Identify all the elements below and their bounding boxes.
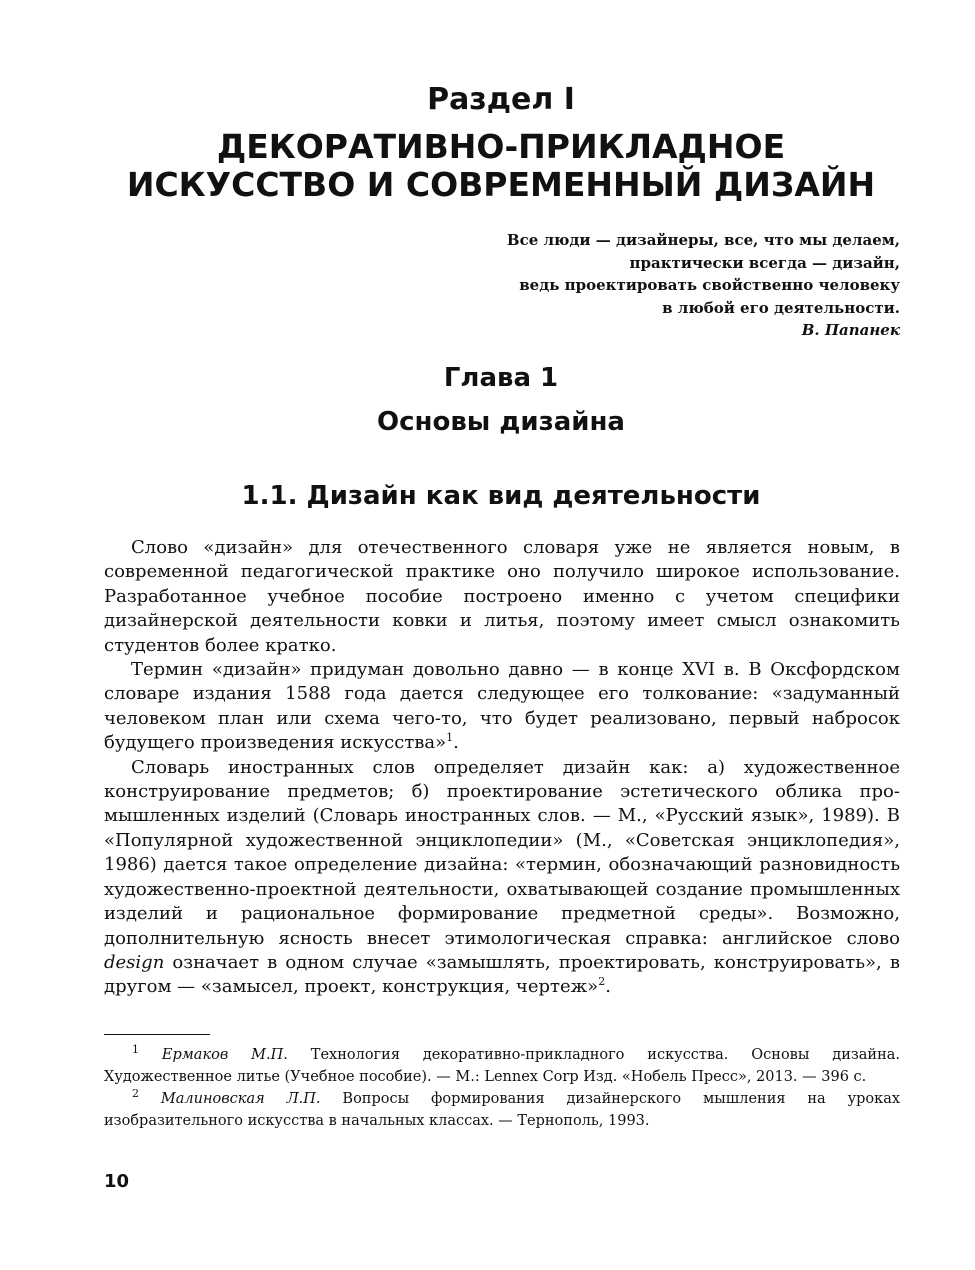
epigraph-line: Все люди — дизайнеры, все, что мы делаем, [506,231,900,249]
footnote-author: Ермаков М.П. [161,1047,288,1063]
italic-term: design [104,951,165,973]
footnote-number: 2 [132,1087,139,1101]
footnote-divider [104,1034,210,1035]
footnote-text: Технология декоративно-прикладного искусства. Основы дизайна. Художественное литье (Учебное пособие). — М.: Lennex Corp Изд. «Нобель Пресс», 2013. — 396 с. [104,1047,901,1085]
page-number: 10 [104,1171,130,1192]
chapter-label: Глава 1 [443,363,559,393]
paragraph [104,658,900,756]
body-text [104,536,900,1000]
epigraph-line: ведь проектировать свойственно человеку [519,276,900,294]
section-title [0,128,975,204]
paragraph-text: означает в одном случае «замышлять, проектировать, конструировать», в другом — «замысел, проект, конструкция, чертеж» [104,951,900,998]
epigraph-line: в любой его деятельности. [662,298,900,317]
section-title-line: ДЕКОРАТИВНО-ПРИКЛАДНОЕ [216,127,786,166]
footnote-ref[interactable]: 1 [446,731,454,745]
epigraph [430,229,900,342]
section-title-line: ИСКУССТВО И СОВРЕМЕННЫЙ ДИЗАЙН [126,165,876,204]
subsection-title: 1.1. Дизайн как вид деятельности [241,481,761,511]
footnote-text: Вопросы формирования дизайнерского мышления на уроках изобразительного искусства в начальных классах. — Тернополь, 1993. [104,1091,901,1129]
paragraph: Слово «дизайн» для отечественного словаря уже не является новым, в современной педагогической практике оно получило широкое использование. Разработанное учебное пособие построено именно с учетом специфики дизайнерской деятельности ковки и литья, поэтому имеет смысл ознакомить студентов более кратко. [104,537,900,656]
chapter-title: Основы дизайна [377,407,625,437]
paragraph-text: Термин «дизайн» придуман довольно давно — в конце XVI в. В Оксфордском словаре издания 1588 года дается следующее его толкование: «задуманный человеком план или схема чего-то, что будет реализовано, первый набросок будущего произведения искусства» [104,659,900,754]
epigraph-line: практически всегда — дизайн, [629,253,900,272]
footnote-ref[interactable]: 2 [598,975,606,989]
footnote-author: Малиновская Л.П. [160,1091,321,1107]
footnotes [104,1044,900,1132]
paragraph-end: . [605,976,611,998]
paragraph [104,756,900,1000]
paragraph-end: . [453,732,459,754]
footnote-number: 1 [132,1043,139,1057]
epigraph-author: В. Папанек [801,321,900,339]
footnote [104,1044,900,1088]
section-label: Раздел I [427,82,575,117]
footnote [104,1088,900,1132]
paragraph-text: Словарь иностранных слов определяет дизайн как: а) художественное конструирование предметов; б) проектирование эстетического облика промышленных изделий (Словарь иностранных слов. — М., «Русский язык», 1989). В «Популярной художественной энциклопедии» (М., «Советская энциклопедия», 1986) дается такое определение дизайна: «термин, обозначающий разновидность художественно-проектной деятельности, охватывающей создание промышленных изделий и рациональное формирование предметной среды». Возможно, дополнительную ясность внесет этимологическая справка: английское слово [104,756,900,949]
